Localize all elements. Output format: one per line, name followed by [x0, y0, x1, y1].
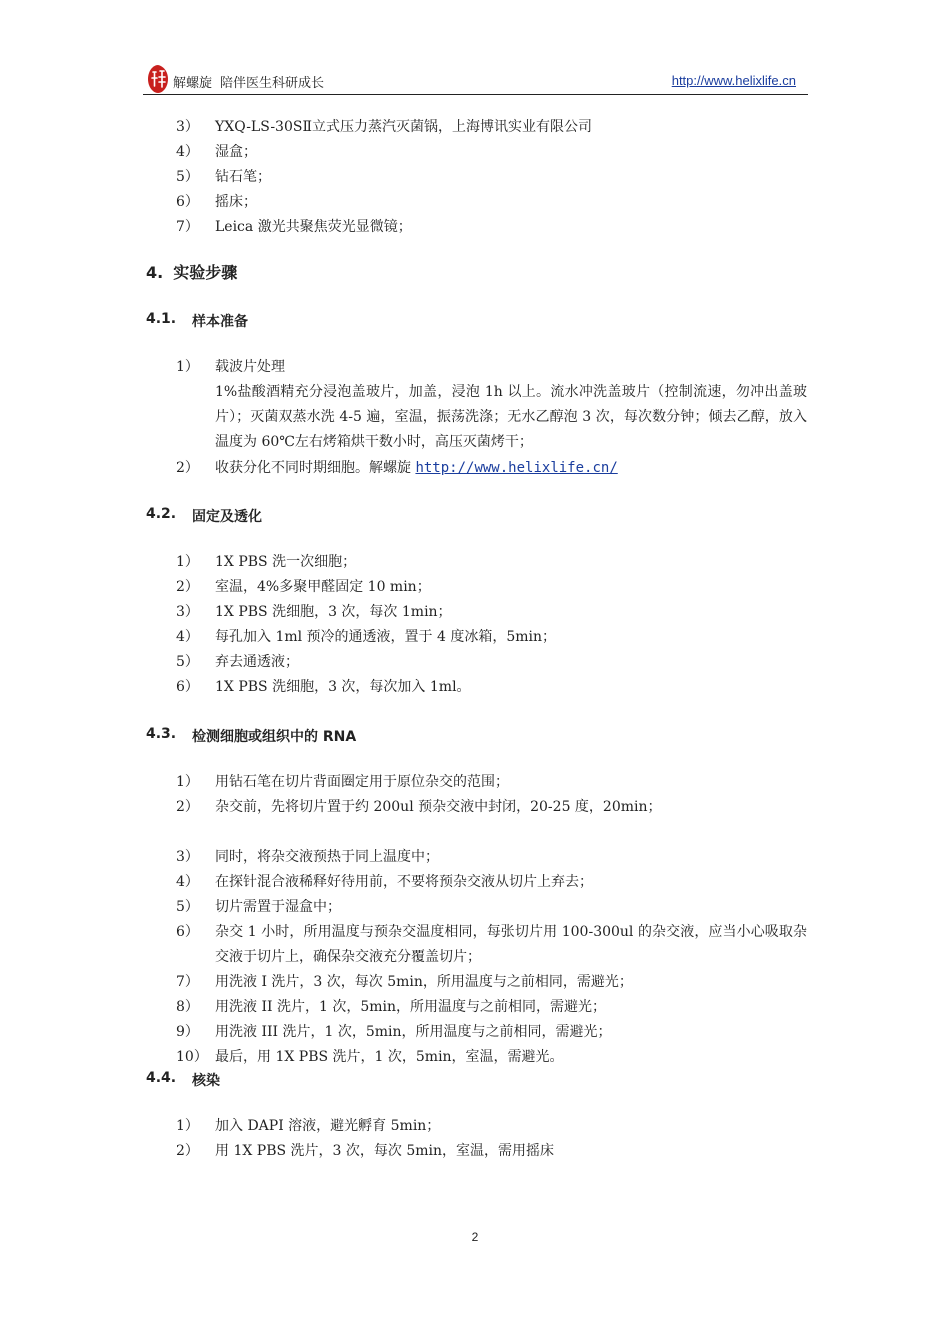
- subsection-title: 检测细胞或组织中的 RNA: [192, 729, 357, 745]
- item-number: 4）: [176, 144, 199, 160]
- brand-text: [173, 72, 324, 91]
- item-text: YXQ-LS-30SⅡ立式压力蒸汽灭菌锅，上海博讯实业有限公司: [215, 119, 592, 135]
- item-text: 用 1X PBS 洗片，3 次，每次 5min，室温，需用摇床: [215, 1143, 555, 1159]
- item-number: 1）: [176, 359, 199, 375]
- item-text: 摇床；: [215, 194, 257, 210]
- item-number: 5）: [176, 654, 199, 670]
- helixlife-link[interactable]: http://www.helixlife.cn/: [415, 460, 618, 476]
- item-number: 5）: [176, 169, 199, 185]
- page-header: [143, 64, 808, 95]
- item-number: 2）: [176, 460, 199, 476]
- item-number: 3）: [176, 119, 199, 135]
- subsection-4-3-heading: [146, 726, 357, 745]
- item-number: 2）: [176, 799, 199, 815]
- item-text: 室温，4%多聚甲醛固定 10 min；: [215, 579, 431, 595]
- item-text: 弃去通透液；: [215, 654, 299, 670]
- item-number: 6）: [176, 194, 199, 210]
- subsection-4-4-heading: [146, 1070, 220, 1089]
- item-text: 用钻石笔在切片背面圈定用于原位杂交的范围；: [215, 774, 509, 790]
- item-text: 钻石笔；: [215, 169, 271, 185]
- item-text: 载波片处理: [215, 359, 285, 375]
- item-text-body: 收获分化不同时期细胞。解螺旋: [215, 460, 416, 476]
- item-number: 2）: [176, 1143, 199, 1159]
- slide-treatment-paragraph: 1%盐酸酒精充分浸泡盖玻片，加盖，浸泡 1h 以上。流水冲洗盖玻片（控制流速，勿冲出盖玻片）；灭菌双蒸水洗 4-5 遍，室温，振荡洗涤；无水乙醇泡 3 次，每次数分钟；倾去乙醇，放入温度为 60℃左右烤箱烘干数小时，高压灭菌烤干；: [215, 384, 807, 450]
- item-number: 2）: [176, 579, 199, 595]
- section-title: 实验步骤: [173, 263, 238, 282]
- item-text: 用洗液 III 洗片，1 次，5min，所用温度与之前相同，需避光；: [215, 1024, 612, 1040]
- brand-name: 解螺旋: [173, 76, 213, 91]
- item-number: 5）: [176, 899, 199, 915]
- item-number: 7）: [176, 219, 199, 235]
- item-number: 6）: [176, 924, 199, 940]
- item-text: 最后，用 1X PBS 洗片，1 次，5min，室温，需避光。: [215, 1049, 564, 1065]
- item-number: 10）: [176, 1049, 208, 1065]
- item-text: 1X PBS 洗一次细胞；: [215, 554, 357, 570]
- subsection-title: 核染: [192, 1073, 220, 1089]
- item-text: 杂交 1 小时，所用温度与预杂交温度相同，每张切片用 100-300ul 的杂交液，应当小心吸取杂交液于切片上，确保杂交液充分覆盖切片；: [215, 924, 807, 965]
- helix-seal-logo-icon: [147, 64, 169, 94]
- subsection-number: 4.1.: [146, 311, 177, 327]
- item-number: 1）: [176, 1118, 199, 1134]
- section-number: 4.: [146, 263, 164, 282]
- item-text: Leica 激光共聚焦荧光显微镜；: [215, 219, 412, 235]
- subsection-number: 4.2.: [146, 506, 177, 522]
- item-text: [215, 456, 618, 481]
- subsection-title: 样本准备: [192, 314, 248, 330]
- item-number: 9）: [176, 1024, 199, 1040]
- item-number: 1）: [176, 774, 199, 790]
- site-url-link[interactable]: http://www.helixlife.cn: [671, 73, 796, 88]
- item-number: 1）: [176, 554, 199, 570]
- item-number: 4）: [176, 629, 199, 645]
- subsection-title: 固定及透化: [192, 509, 262, 525]
- item-number: 6）: [176, 679, 199, 695]
- section-4-heading: [146, 260, 237, 283]
- brand-slogan: 陪伴医生科研成长: [220, 76, 325, 91]
- item-text: 1X PBS 洗细胞，3 次，每次 1min；: [215, 604, 452, 620]
- item-text: 用洗液 II 洗片，1 次，5min，所用温度与之前相同，需避光；: [215, 999, 606, 1015]
- item-text: 用洗液 I 洗片，3 次，每次 5min，所用温度与之前相同，需避光；: [215, 974, 633, 990]
- item-text: 杂交前，先将切片置于约 200ul 预杂交液中封闭，20-25 度，20min；: [215, 799, 662, 815]
- subsection-4-2-heading: [146, 506, 262, 525]
- item-text: 湿盒；: [215, 144, 257, 160]
- item-text: 每孔加入 1ml 预冷的通透液，置于 4 度冰箱，5min；: [215, 629, 557, 645]
- subsection-number: 4.3.: [146, 726, 177, 742]
- item-number: 4）: [176, 874, 199, 890]
- page-number: 2: [471, 1230, 479, 1244]
- item-text: 在探针混合液稀释好待用前，不要将预杂交液从切片上弃去；: [215, 874, 593, 890]
- item-text: 同时，将杂交液预热于同上温度中；: [215, 849, 439, 865]
- item-text: 切片需置于湿盒中；: [215, 899, 341, 915]
- subsection-4-1-heading: [146, 311, 248, 330]
- item-number: 7）: [176, 974, 199, 990]
- subsection-number: 4.4.: [146, 1070, 177, 1086]
- header-divider: [143, 94, 808, 95]
- item-text: 1X PBS 洗细胞，3 次，每次加入 1ml。: [215, 679, 471, 695]
- item-number: 8）: [176, 999, 199, 1015]
- item-number: 3）: [176, 849, 199, 865]
- item-text: 加入 DAPI 溶液，避光孵育 5min；: [215, 1118, 441, 1134]
- item-number: 3）: [176, 604, 199, 620]
